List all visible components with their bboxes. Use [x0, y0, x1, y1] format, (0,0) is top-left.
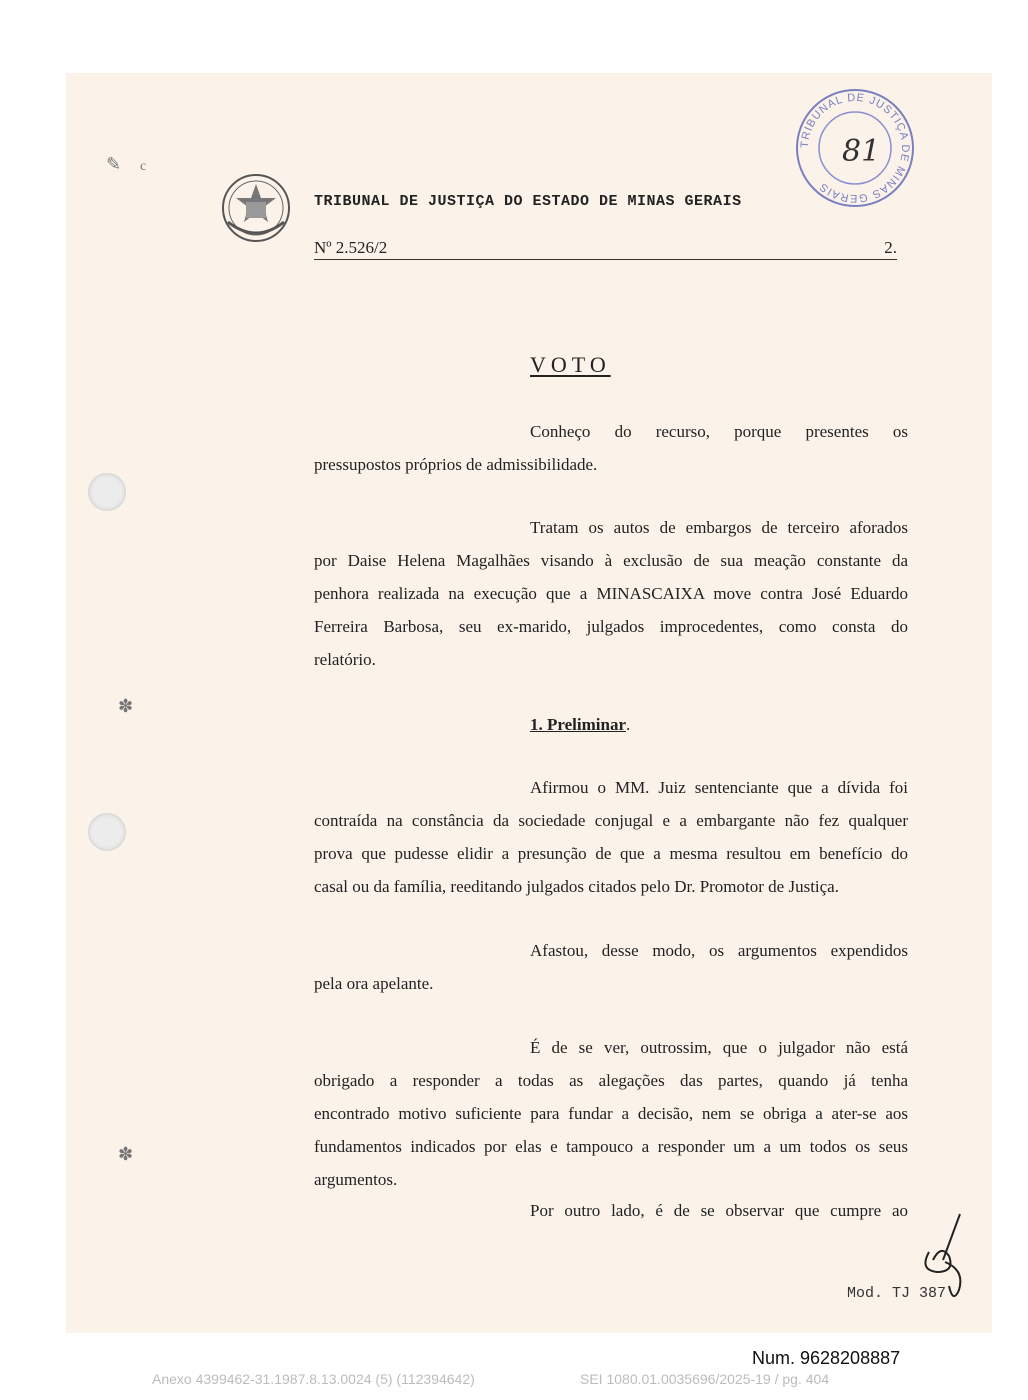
paper-speck: ✽: [118, 1144, 134, 1164]
paper-speck: ✎: [106, 154, 122, 174]
paper-speck: c: [140, 159, 147, 174]
annex-reference: Anexo 4399462-31.1987.8.13.0024 (5) (112394642): [152, 1371, 475, 1387]
heading-text: 1. Preliminar: [530, 715, 626, 734]
text-line: Por outro lado, é de se observar que cumpre ao: [530, 1201, 908, 1220]
text-line: Conheço do recurso, porque presentes os: [530, 422, 908, 441]
stamp-number: 81: [842, 134, 881, 169]
text-line: prova que pudesse elidir a presunção de que a mesma resultou em benefício do: [314, 844, 908, 863]
form-code: Mod. TJ 387: [847, 1285, 947, 1302]
paragraph-2: [314, 511, 908, 676]
court-stamp: [785, 85, 925, 215]
section-heading: [530, 715, 630, 735]
stamp-ring-text: TRIBUNAL DE JUSTIÇA DE MINAS GERAIS: [798, 91, 912, 205]
text-line: argumentos.: [314, 1170, 398, 1189]
paragraph-5: [314, 1031, 908, 1196]
text-line: encontrado motivo suficiente para fundar a decisão, nem se obriga a ater-se aos: [314, 1104, 908, 1123]
document-title: VOTO: [530, 352, 611, 377]
text-line: fundamentos indicados por elas e tampouco a responder um a um todos os seus: [314, 1137, 908, 1156]
page-number: 2.: [884, 238, 897, 257]
text-line: pela ora apelante.: [314, 974, 434, 993]
text-line: obrigado a responder a todas as alegações das partes, quando já tenha: [314, 1071, 908, 1090]
text-line: penhora realizada na execução que a MINASCAIXA move contra José Eduardo: [314, 584, 908, 603]
text-line: É de se ver, outrossim, que o julgador não está: [530, 1038, 908, 1057]
paper-speck: ✽: [118, 696, 134, 716]
text-line: contraída na constância da sociedade conjugal e a embargante não fez qualquer: [314, 811, 908, 830]
text-line: casal ou da família, reeditando julgados citados pelo Dr. Promotor de Justiça.: [314, 877, 839, 896]
text-line: Afastou, desse modo, os argumentos expendidos: [530, 941, 908, 960]
paragraph-4: [314, 934, 908, 1000]
text-line: relatório.: [314, 650, 376, 669]
paragraph-6: [314, 1194, 908, 1227]
text-line: Afirmou o MM. Juiz sentenciante que a dívida foi: [530, 778, 908, 797]
process-number: Nº 2.526/2: [314, 238, 388, 257]
court-name: TRIBUNAL DE JUSTIÇA DO ESTADO DE MINAS GERAIS: [314, 193, 742, 210]
punch-hole: [88, 813, 126, 851]
text-line: por Daise Helena Magalhães visando à exclusão de sua meação constante da: [314, 551, 908, 570]
coat-of-arms-icon: [218, 172, 294, 244]
text-line: Ferreira Barbosa, seu ex-marido, julgados improcedentes, como consta do: [314, 617, 908, 636]
reference-line: [314, 237, 897, 260]
paragraph-1: [314, 415, 908, 481]
text-line: Tratam os autos de embargos de terceiro aforados: [530, 518, 908, 537]
text-line: pressupostos próprios de admissibilidade.: [314, 455, 598, 474]
paragraph-3: [314, 771, 908, 903]
sei-reference: SEI 1080.01.0035696/2025-19 / pg. 404: [580, 1371, 830, 1387]
document-id: Num. 9628208887: [752, 1348, 901, 1368]
punch-hole: [88, 473, 126, 511]
heading-period: .: [626, 715, 631, 734]
